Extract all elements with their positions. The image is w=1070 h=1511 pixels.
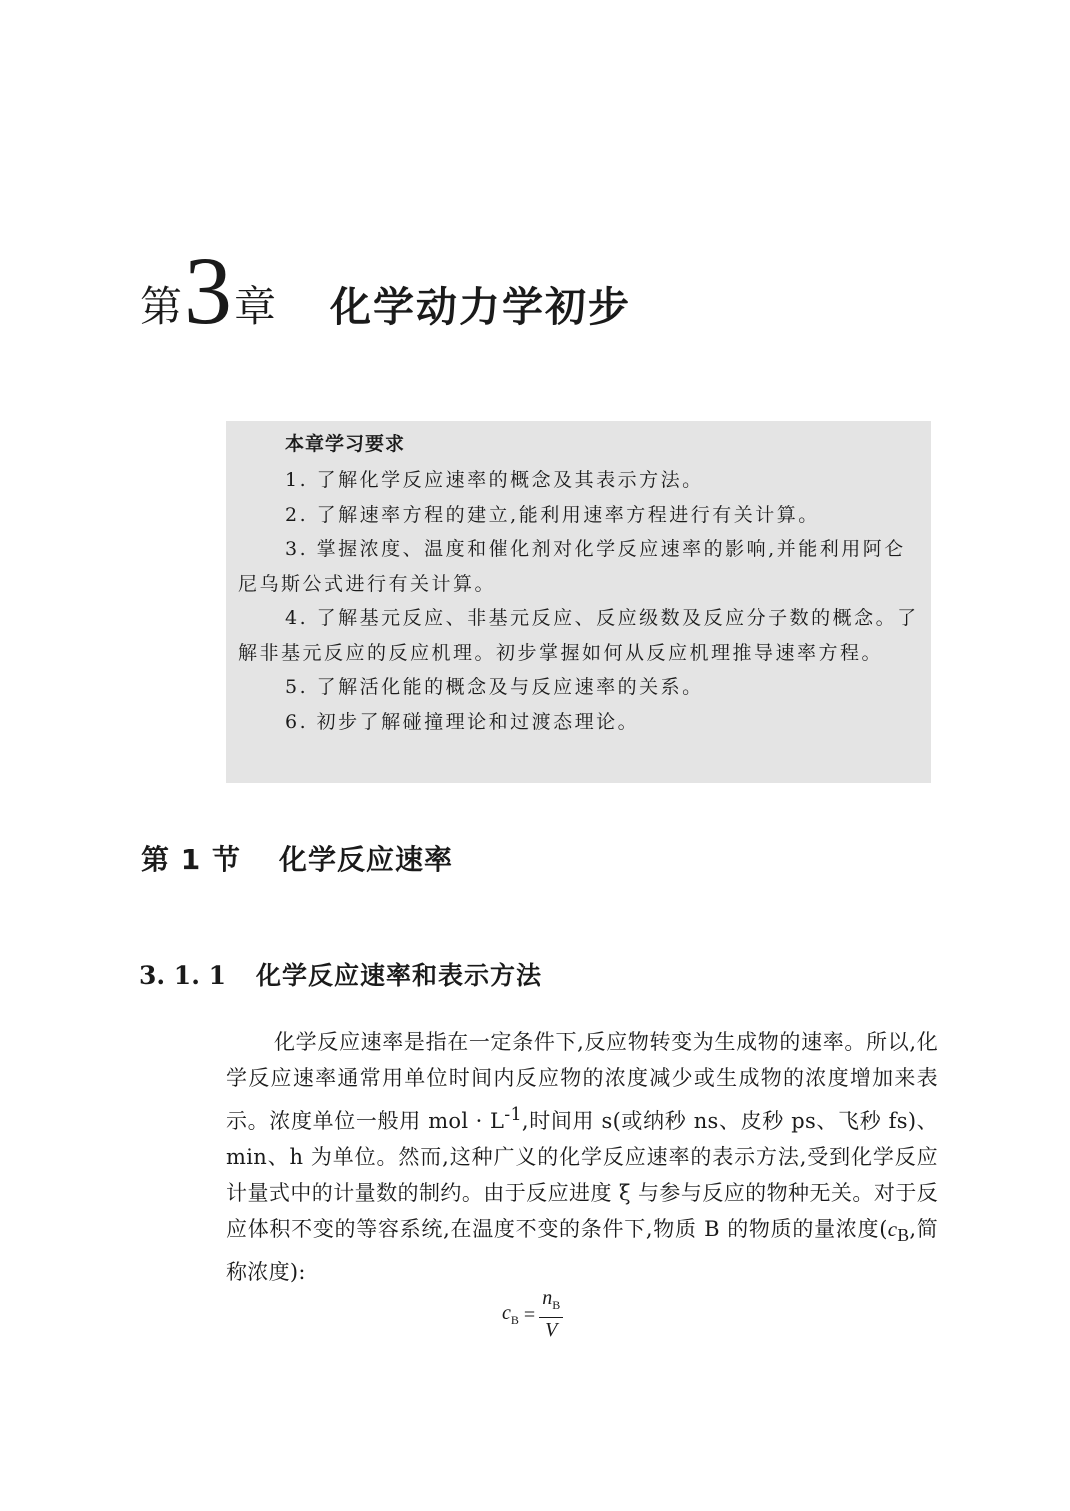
- section-heading: [141, 838, 453, 878]
- concentration-symbol: c: [887, 1217, 898, 1242]
- chapter-heading: [140, 237, 632, 344]
- body-text-part1: 化学反应速率是指在一定条件下,反应物转变为生成物的速率。所以,化学反应速率通常用单位时间内反应物的浓度减少或生成物的浓度增加来表示。浓度单位一般用 mol · L: [226, 1030, 938, 1133]
- chapter-requirements-box: [226, 421, 931, 783]
- section-number: 第 1 节: [141, 843, 241, 876]
- concentration-formula: [502, 1288, 563, 1342]
- section-title: 化学反应速率: [278, 843, 453, 876]
- requirements-title: 本章学习要求: [285, 433, 406, 455]
- body-text-part3: ,简称浓度):: [226, 1217, 938, 1284]
- chapter-suffix: 章: [234, 282, 277, 332]
- subsection-heading: [139, 956, 542, 992]
- chapter-prefix: 第: [140, 282, 183, 332]
- formula-lhs: $c_B$: [502, 1302, 519, 1327]
- formula-fraction: [539, 1288, 563, 1342]
- formula-equals: =: [523, 1303, 536, 1326]
- requirement-item: 1. 了解化学反应速率的概念及其表示方法。: [285, 469, 704, 491]
- requirement-item: 4. 了解基元反应、非基元反应、反应级数及反应分子数的概念。了解非基元反应的反应机理。初步掌握如何从反应机理推导速率方程。: [238, 607, 919, 664]
- chapter-title: 化学动力学初步: [330, 283, 632, 332]
- subsection-title: 化学反应速率和表示方法: [256, 961, 543, 990]
- body-paragraph: [226, 1024, 938, 1290]
- requirement-item: 6. 初步了解碰撞理论和过渡态理论。: [285, 710, 640, 733]
- concentration-subscript: B: [897, 1225, 910, 1246]
- unit-exponent: -1: [504, 1104, 522, 1125]
- formula-numerator: $n_B$: [539, 1288, 563, 1318]
- requirement-item: 5. 了解活化能的概念及与反应速率的关系。: [285, 676, 704, 698]
- body-text-part2: ,时间用 s(或纳秒 ns、皮秒 ps、飞秒 fs)、min、h 为单位。然而,这种广义的化学反应速率的表示方法,受到化学反应计量式中的计量数的制约。由于反应进度 ξ 与参与反应的物种无关。对于反应体积不变的等容系统,在温度不变的条件下,物质 B 的物质的量浓度(: [226, 1108, 938, 1242]
- requirement-item: 2. 了解速率方程的建立,能利用速率方程进行有关计算。: [285, 503, 820, 526]
- requirement-item: 3. 掌握浓度、温度和催化剂对化学反应速率的影响,并能利用阿仑尼乌斯公式进行有关计算。: [238, 538, 906, 595]
- chapter-number: 3: [184, 237, 233, 344]
- subsection-number: 3. 1. 1: [139, 961, 226, 990]
- formula-denominator: V: [545, 1319, 558, 1341]
